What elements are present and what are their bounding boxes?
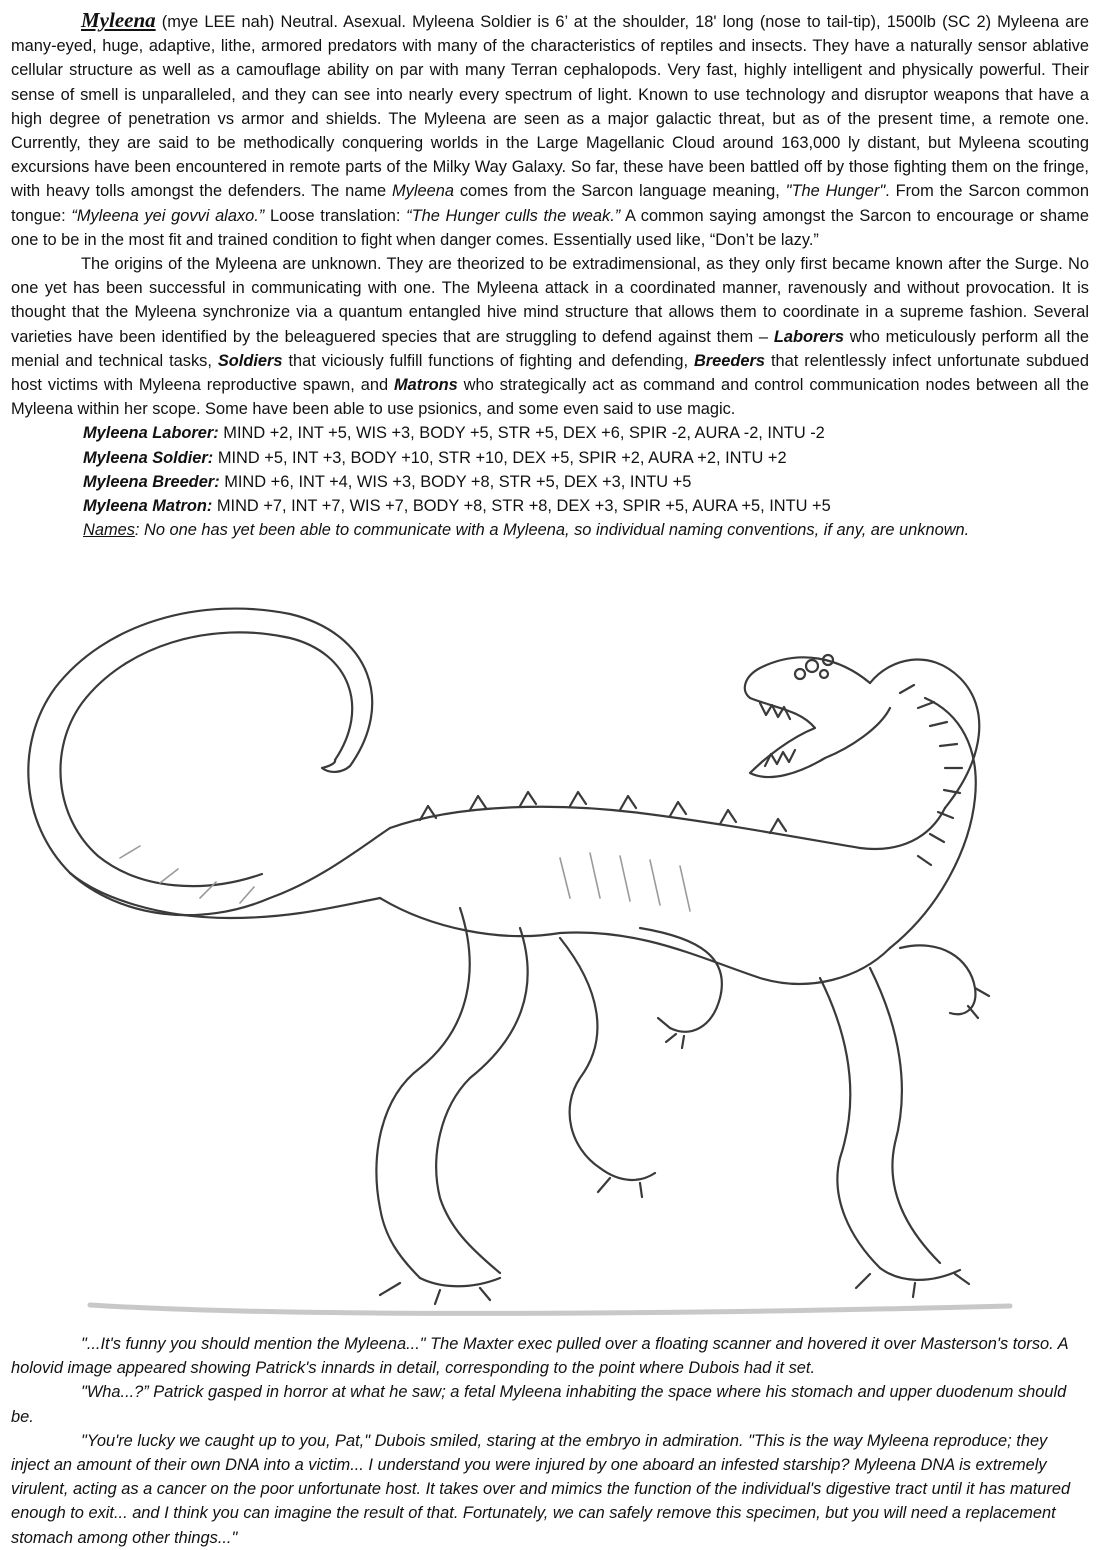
- neck-front: [870, 659, 979, 808]
- stat-label: Myleena Matron:: [83, 497, 213, 516]
- creature-illustration: [0, 598, 1098, 1328]
- tail-tip: [322, 760, 350, 772]
- names-text: : No one has yet been able to communicate with a Myleena, so individual naming conventions, if any, are unknown.: [134, 521, 970, 540]
- description-text: comes from the Sarcon language meaning,: [453, 182, 786, 201]
- front-leg-back: [870, 968, 940, 1263]
- front-claw: [658, 1018, 684, 1048]
- origins-text: that viciously fulfill functions of fighting and defending,: [282, 351, 694, 370]
- entry-header: [11, 8, 1089, 252]
- rear-foot: [380, 1278, 500, 1304]
- neck-ridges: [900, 685, 962, 865]
- far-rear-foot: [598, 1168, 655, 1197]
- stat-values: MIND +2, INT +5, WIS +3, BODY +5, STR +5, DEX +6, SPIR -2, AURA -2, INTU -2: [218, 424, 825, 443]
- origins-text: that relentlessly infect unfortunate subdued host victims with Myleena reproductive spawn, and: [11, 351, 1089, 395]
- names-label: Names: [83, 521, 135, 540]
- tail-shading: [120, 846, 254, 903]
- front-foot: [856, 1268, 969, 1297]
- stat-values: MIND +5, INT +3, BODY +10, STR +10, DEX +5, SPIR +2, AURA +2, INTU +2: [213, 448, 787, 467]
- variety-matrons: Matrons: [394, 376, 458, 395]
- stat-label: Myleena Laborer:: [83, 424, 219, 443]
- stat-line-matron: [11, 494, 1089, 518]
- head: [745, 657, 890, 777]
- origins-text: The origins of the Myleena are unknown. They are theorized to be extradimensional, as they only first became known after the Surge. No one yet has been successful in communicating with one. The Myleena attack in a coordinated manner, ravenously and without provocation. It is thought that the Myleena synchronize via a quantum entangled hive mind structure that allows them to coordinate in a supreme fashion. Several varieties have been identified by the beleaguered species that are struggling to defend against them –: [11, 255, 1089, 346]
- names-line: [11, 518, 1089, 542]
- origins-text: who meticulously perform all the menial and technical tasks,: [11, 327, 1089, 370]
- saying-translation: “The Hunger culls the weak.”: [406, 206, 621, 225]
- variety-soldiers: Soldiers: [217, 351, 283, 370]
- entry-summary: (mye LEE nah) Neutral. Asexual. Myleena Soldier is 6’ at the shoulder, 18' long (nose to tail-tip), 1500lb (SC 2): [155, 13, 992, 31]
- origins-paragraph: [11, 252, 1089, 421]
- stat-line-laborer: [11, 421, 1089, 445]
- story-paragraph: "...It's funny you should mention the Myleena..." The Maxter exec pulled over a floating scanner and hovered it over Masterson's torso. A holovid image appeared showing Patrick's innards in detail, corresponding to the point where Dubois had it set.: [11, 1335, 1068, 1378]
- name-italic: Myleena: [392, 182, 454, 201]
- rear-leg-back: [436, 928, 527, 1273]
- front-arm: [640, 928, 722, 1032]
- variety-laborers: Laborers: [773, 327, 844, 346]
- stat-values: MIND +7, INT +7, WIS +7, BODY +8, STR +8, DEX +3, SPIR +5, AURA +5, INTU +5: [212, 497, 831, 516]
- body-back: [390, 807, 945, 849]
- story-excerpt: [11, 1332, 1089, 1550]
- eye: [795, 669, 805, 679]
- rear-leg: [376, 908, 469, 1278]
- description-text: . From the Sarcon common tongue:: [11, 182, 1089, 225]
- entry-text: [11, 8, 1089, 542]
- eye: [820, 670, 828, 678]
- description-text: A common saying amongst the Sarcon to encourage or shame one to be in the most fit and trained condition to fight when danger comes. Essentially used like, “Don’t be lazy.”: [11, 206, 1089, 249]
- sarcon-saying: “Myleena yei govvi alaxo.”: [71, 206, 265, 225]
- stat-line-soldier: [11, 446, 1089, 470]
- eye: [806, 660, 818, 672]
- rib-shading: [560, 853, 690, 911]
- far-rear-leg: [560, 938, 600, 1168]
- raised-hand: [900, 945, 989, 1018]
- ground-shadow: [90, 1305, 1010, 1313]
- name-meaning: "The Hunger": [785, 182, 886, 201]
- origins-text: who strategically act as command and control communication nodes between all the Myleena within her scope. Some have been able to use psionics, and some even said to use magic.: [11, 376, 1089, 419]
- description-start: Myleena are many-eyed, huge, adaptive, lithe, armored predators with many of the characteristics of reptiles and insects. They have a naturally sensor ablative cellular structure as well as a camouflage ability on par with many Terran cephalopods. Very fast, highly intelligent and physically powerful. Their sense of smell is unparalleled, and they can see into nearly every spectrum of light. Known to use technology and disruptor weapons that have a high degree of penetration vs armor and shields. The Myleena are seen as a major galactic threat, but as of the present time, a remote one. Currently, they are said to be methodically conquering worlds in the Large Magellanic Cloud around 163,000 ly distant, but Myleena scouting excursions have been encountered in remote parts of the Milky Way Galaxy. So far, these have been battled off by those fighting them on the fringe, with heavy tolls amongst the defenders. The name: [11, 13, 1089, 201]
- tail-inner: [60, 632, 352, 886]
- story-paragraph: "Wha...?” Patrick gasped in horror at what he saw; a fetal Myleena inhabiting the space where his stomach and upper duodenum should be.: [11, 1383, 1067, 1426]
- entry-title: Myleena: [81, 8, 156, 32]
- story-paragraph: "You're lucky we caught up to you, Pat," Dubois smiled, staring at the embryo in admiration. "This is the way Myleena reproduce; they inject an amount of their own DNA into a victim... I understand you were injured by one aboard an infested starship? Myleena DNA is extremely virulent, acting as a cancer on the poor unfortunate host. It takes over and mimics the function of the individual's digestive tract until it has matured enough to exit... and I think you can imagine the result of that. Fortunately, we can safely remove this specimen, but you will need a replacement stomach among other things...": [11, 1431, 1071, 1547]
- front-leg: [820, 978, 880, 1268]
- stat-line-breeder: [11, 470, 1089, 494]
- variety-breeders: Breeders: [693, 351, 766, 370]
- body-belly: [380, 898, 890, 984]
- stat-label: Myleena Soldier:: [83, 448, 214, 467]
- description-text: Loose translation:: [264, 206, 407, 225]
- stat-values: MIND +6, INT +4, WIS +3, BODY +8, STR +5, DEX +3, INTU +5: [219, 472, 692, 491]
- stat-label: Myleena Breeder:: [83, 472, 220, 491]
- neck-inner: [890, 698, 976, 948]
